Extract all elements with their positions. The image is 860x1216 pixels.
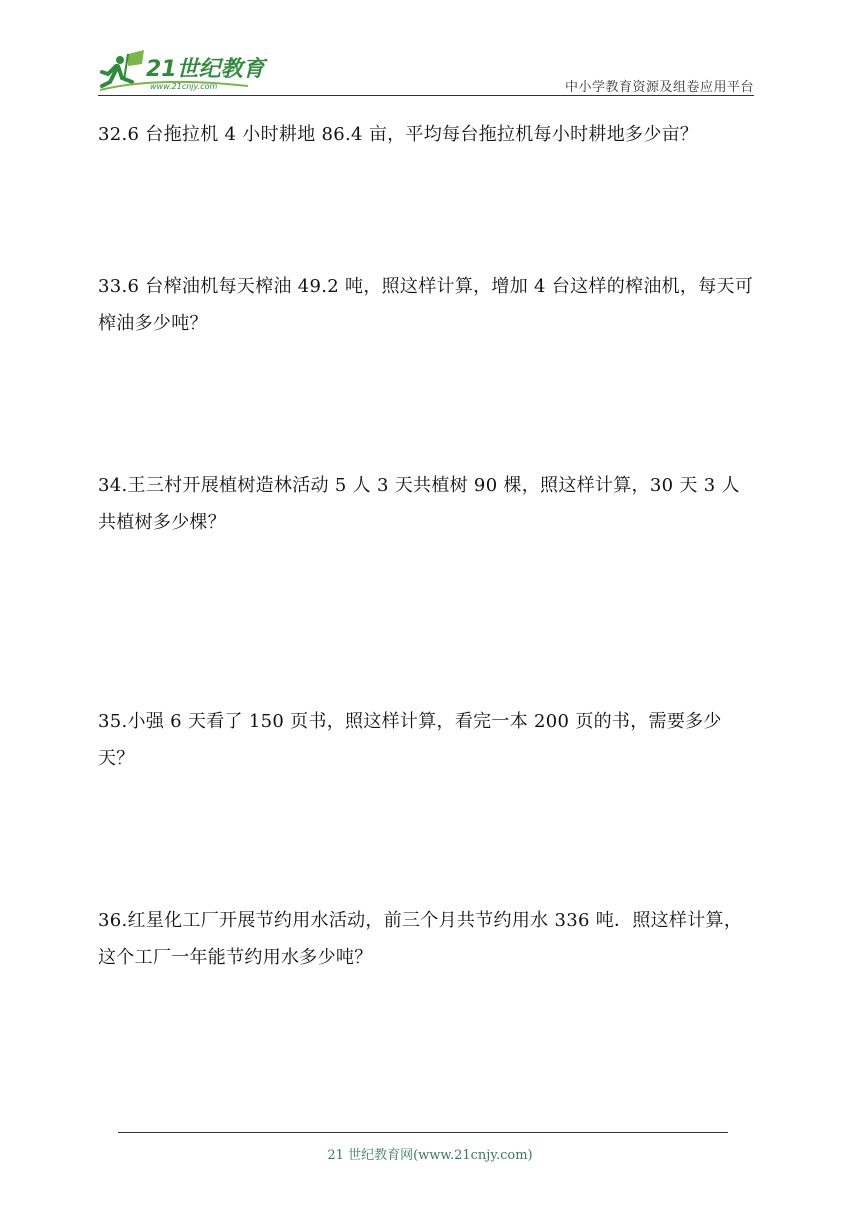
logo-text: 21世纪教育 [146,57,265,82]
logo-url: www.21cnjy.com [150,82,218,91]
page-header [98,46,754,96]
runner-logo-icon [98,46,298,96]
question-32: 32.6 台拖拉机 4 小时耕地 86.4 亩，平均每台拖拉机每小时耕地多少亩？ [98,124,699,145]
question-34: 34.王三村开展植树造林活动 5 人 3 天共植树 90 棵，照这样计算，30 天 3 人共植树多少棵？ [98,475,740,533]
footer-divider [118,1132,728,1133]
footer-link[interactable]: 21 世纪教育网(www.21cnjy.com) [327,1148,533,1163]
site-logo[interactable] [98,46,298,96]
question-35: 35.小强 6 天看了 150 页书，照这样计算，看完一本 200 页的书，需要多少天？ [98,711,722,769]
platform-text: 中小学教育资源及组卷应用平台 [564,80,754,95]
question-33: 33.6 台榨油机每天榨油 49.2 吨，照这样计算，增加 4 台这样的榨油机，每天可榨油多少吨？ [98,276,754,334]
header-divider [98,95,754,96]
question-36: 36.红星化工厂开展节约用水活动，前三个月共节约用水 336 吨．照这样计算，这个工厂一年能节约用水多少吨？ [98,910,743,968]
